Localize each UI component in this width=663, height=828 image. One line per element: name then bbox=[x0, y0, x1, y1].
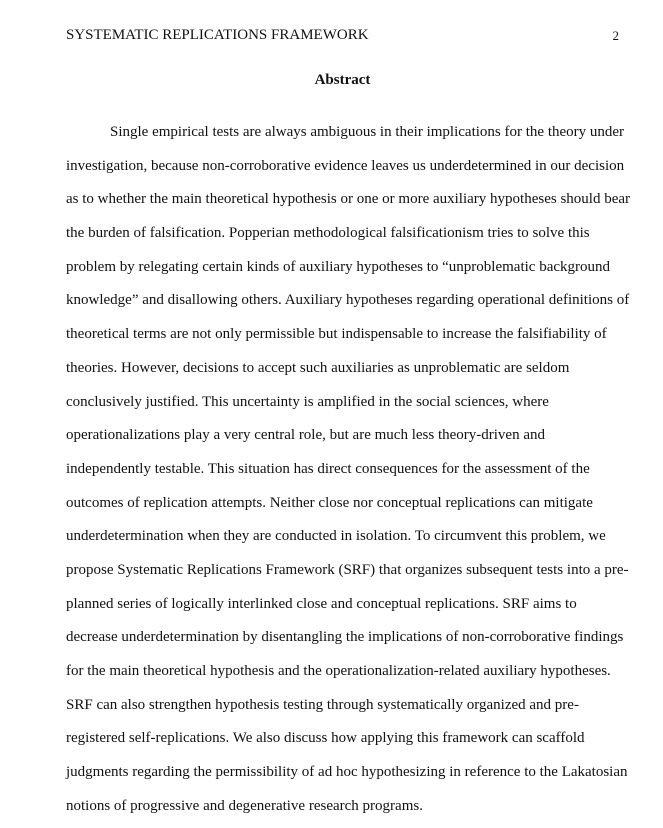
abstract-line: conclusively justified. This uncertainty is amplified in the social sciences, where bbox=[66, 393, 549, 410]
abstract-line: investigation, because non-corroborative evidence leaves us underdetermined in our decision bbox=[66, 157, 625, 174]
abstract-line: notions of progressive and degenerative research programs. bbox=[66, 797, 423, 814]
abstract-line: planned series of logically interlinked close and conceptual replications. SRF aims to bbox=[66, 595, 577, 612]
abstract-line: Single empirical tests are always ambiguous in their implications for the theory under bbox=[110, 124, 625, 140]
abstract-line: operationalizations play a very central role, but are much less theory-driven and bbox=[66, 427, 545, 444]
page-number: 2 bbox=[612, 28, 619, 43]
abstract-line: as to whether the main theoretical hypothesis or one or more auxiliary hypotheses should bear bbox=[66, 191, 631, 208]
abstract-line: registered self-replications. We also discuss how applying this framework can scaffold bbox=[66, 730, 585, 747]
abstract-line: for the main theoretical hypothesis and the operationalization-related auxiliary hypotheses. bbox=[66, 663, 611, 679]
abstract-line: theoretical terms are not only permissible but indispensable to increase the falsifiability of bbox=[66, 326, 607, 343]
abstract-line: problem by relegating certain kinds of auxiliary hypotheses to “unproblematic background bbox=[66, 258, 611, 275]
abstract-line: outcomes of replication attempts. Neither close nor conceptual replications can mitigate bbox=[66, 494, 593, 511]
abstract-line: the burden of falsification. Popperian methodological falsificationism tries to solve this bbox=[66, 225, 590, 242]
abstract-body bbox=[66, 121, 631, 828]
abstract-line: theories. However, decisions to accept such auxiliaries as unproblematic are seldom bbox=[66, 359, 570, 376]
abstract-line: independently testable. This situation has direct consequences for the assessment of the bbox=[66, 460, 590, 477]
abstract-line: underdetermination when they are conducted in isolation. To circumvent this problem, we bbox=[66, 528, 606, 545]
abstract-line: SRF can also strengthen hypothesis testing through systematically organized and pre- bbox=[66, 696, 579, 713]
abstract-line: knowledge” and disallowing others. Auxiliary hypotheses regarding operational definitions of bbox=[66, 292, 630, 309]
running-head: SYSTEMATIC REPLICATIONS FRAMEWORK bbox=[66, 27, 369, 43]
abstract-line: decrease underdetermination by disentangling the implications of non-corroborative findings bbox=[66, 629, 624, 646]
abstract-line: judgments regarding the permissibility of ad hoc hypothesizing in reference to the Lakatosian bbox=[66, 764, 628, 781]
abstract-line: propose Systematic Replications Framework (SRF) that organizes subsequent tests into a pre- bbox=[66, 561, 629, 578]
abstract-heading: Abstract bbox=[314, 72, 371, 88]
